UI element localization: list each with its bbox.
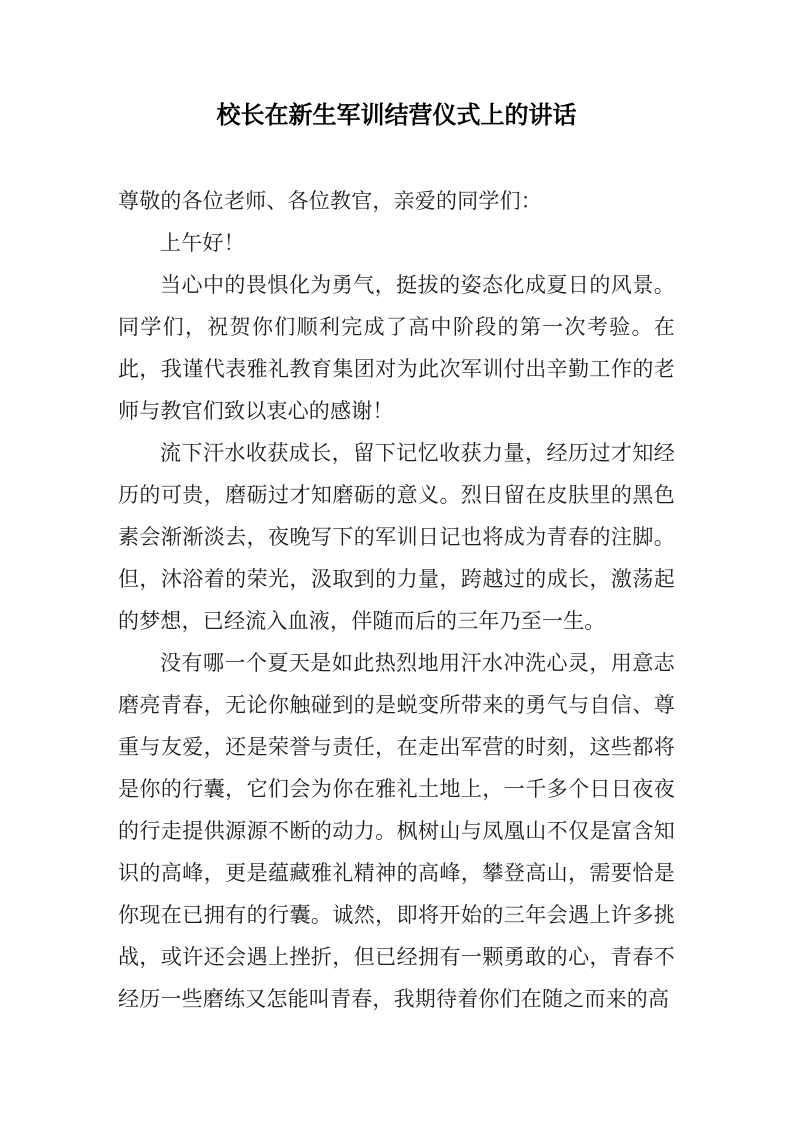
paragraph: 当心中的畏惧化为勇气，挺拔的姿态化成夏日的风景。同学们，祝贺你们顺利完成了高中阶段的第一次考验。在此，我谨代表雅礼教育集团对为此次军训付出辛勤工作的老师与教官们致以衷心的感谢！ bbox=[118, 273, 675, 423]
paragraph: 流下汗水收获成长，留下记忆收获力量，经历过才知经历的可贵，磨砺过才知磨砺的意义。烈日留在皮肤里的黑色素会渐渐淡去，夜晚写下的军训日记也将成为青春的注脚。但，沐浴着的荣光，汲取到的力量，跨越过的成长，激荡起的梦想，已经流入血液，伴随而后的三年乃至一生。 bbox=[118, 441, 675, 633]
document-title: 校长在新生军训结营仪式上的讲话 bbox=[216, 102, 577, 129]
paragraph: 没有哪一个夏天是如此热烈地用汗水冲洗心灵，用意志磨亮青春，无论你触碰到的是蜕变所带来的勇气与自信、尊重与友爱，还是荣誉与责任，在走出军营的时刻，这些都将是你的行囊，它们会为你在雅礼土地上，一千多个日日夜夜的行走提供源源不断的动力。枫树山与凤凰山不仅是富含知识的高峰，更是蕴藏雅礼精神的高峰，攀登高山，需要恰是你现在已拥有的行囊。诚然，即将开始的三年会遇上许多挑战，或许还会遇上挫折，但已经拥有一颗勇敢的心，青春不经历一些磨练又怎能叫青春，我期待着你们在随之而来的高 bbox=[118, 651, 675, 1011]
document-body bbox=[118, 180, 675, 1020]
paragraph-salutation: 尊敬的各位老师、各位教官，亲爱的同学们： bbox=[118, 189, 542, 213]
paragraph-greeting: 上午好！ bbox=[160, 231, 245, 255]
